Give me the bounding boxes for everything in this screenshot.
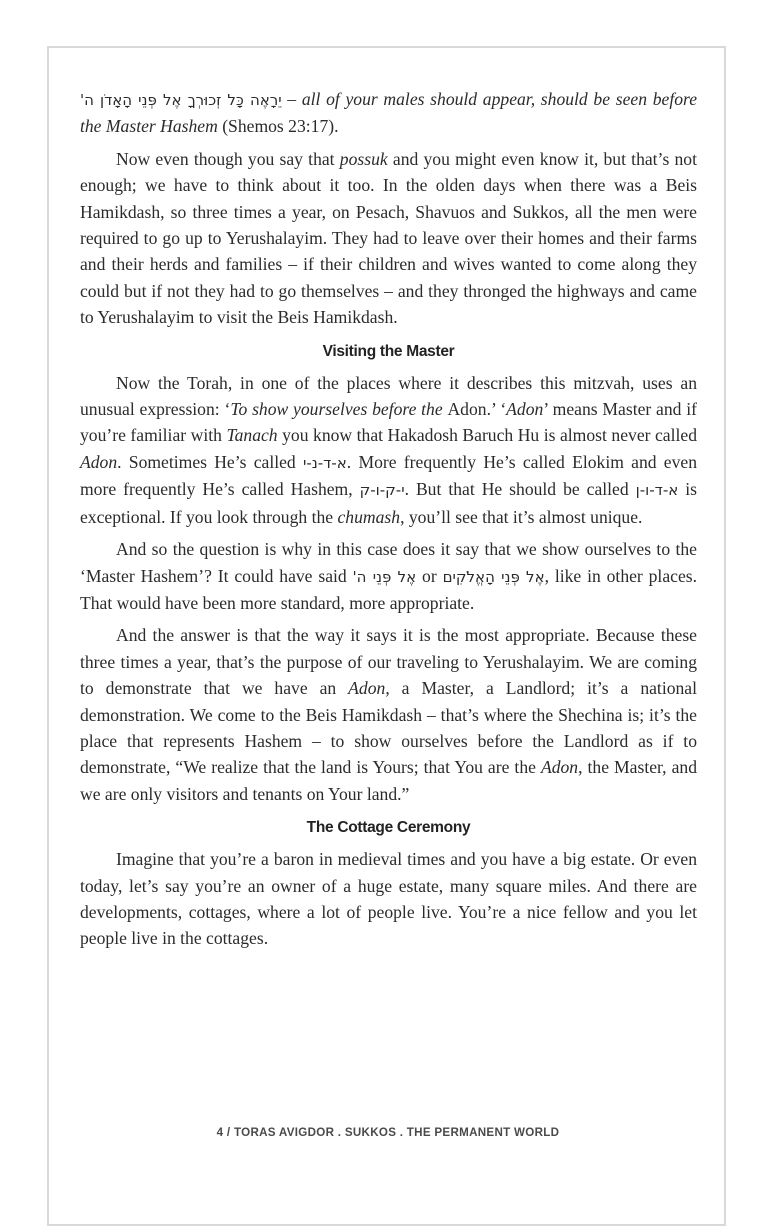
section-heading-cottage-ceremony: The Cottage Ceremony [306,819,471,837]
italic-text: chumash [337,506,401,527]
text-run: Now the Torah, in one of the places where it describes this mitzvah, uses an unusual expression: ‘ [80,372,697,420]
italic-text: To show yourselves before the [230,399,448,420]
text-run: Now even though you say that [116,148,340,169]
page-content [80,86,697,958]
italic-text: Adon [506,399,544,420]
verse-paragraph [80,86,697,140]
text-run: is exceptional. If you look through the [80,479,697,527]
hebrew-text: א-ד-ו-ן [635,481,679,500]
text-run: , like in other places. That would have been more standard, more appropriate. [80,565,697,613]
body-paragraph [80,146,697,331]
text-run: And so the question is why in this case does it say that we show ourselves to the ‘Master Hashem’? It could have said [80,539,697,586]
italic-text: possuk [339,148,388,169]
text-run: . But that He should be called [404,479,636,500]
text-run: . Sometimes He’s called [117,451,303,472]
text-run: or [416,565,443,586]
text-run: ’ ‘ [490,399,507,420]
italic-text: Adon [80,451,118,472]
text-run: . More frequently He’s called Elokim and even more frequently He’s called Hashem, [80,451,697,500]
text-run: , the Master, and we are only visitors and tenants on Your land.” [80,757,698,804]
hebrew-text: י-ק-ו-ק [359,481,405,500]
text-run: – [281,89,302,109]
italic-text: Adon [348,678,386,699]
text-run: (Shemos 23:17). [217,116,339,137]
italic-text: Adon [540,757,579,778]
italic-text: all of your males should appear, should be seen before the Master Hashem [80,89,698,137]
text-run: , a Master, a Landlord; it’s a national demonstration. We come to the Beis Hamikdash – that’s where the Shechina is; it’s the place that represents Hashem – to show ourselves before the Landlord as if to demonstrate, “We realize that the land is Yours; that You are the [80,678,697,778]
body-paragraph [80,622,697,807]
hebrew-text: אֶל פְּנֵי ה' [352,567,417,586]
body-paragraph [80,846,697,952]
hebrew-text: יֵרָאֶה כָּל זְכוּרְךָ אֶל פְּנֵי הָאָדֹן ה' [80,91,282,109]
text-run: And the answer is that the way it says it is the most appropriate. Because these three times a year, that’s the purpose of our traveling to Yerushalayim. We are coming to demonstrate that we have an [80,625,697,699]
text-run: and you might even know it, but that’s not enough; we have to think about it too. In the olden days when there was a Beis Hamikdash, so three times a year, on Pesach, Shavuos and Sukkos, all the men were required to go up to Yerushalayim. They had to leave over their homes and their farms and their herds and families – if their children and wives wanted to come along they could but if not they had to go themselves – and they thronged the highways and came to Yerushalayim to visit the Beis Hamikdash. [80,148,697,328]
text-run: Imagine that you’re a baron in medieval times and you have a big estate. Or even today, let’s say you’re an owner of a huge estate, many square miles. And there are developments, cottages, where a lot of people live. You’re a nice fellow and you let people live in the cottages. [80,849,697,949]
body-paragraph [80,536,697,616]
text-run: Adon. [447,399,491,420]
text-run: ’ means Master and if you’re familiar with [80,399,697,446]
text-run: you know that Hakadosh Baruch Hu is almost never called [277,425,698,446]
italic-text: Tanach [226,425,278,446]
text-run: , you’ll see that it’s almost unique. [400,506,643,527]
hebrew-text: א-ד-נ-י [302,453,347,472]
body-paragraph [80,370,697,530]
running-footer: 4 / TORAS AVIGDOR . SUKKOS . THE PERMANENT WORLD [216,1126,560,1139]
hebrew-text: אֶל פְּנֵי הָאֱלֹקִים [442,567,545,586]
section-heading-visiting-the-master: Visiting the Master [322,342,455,360]
